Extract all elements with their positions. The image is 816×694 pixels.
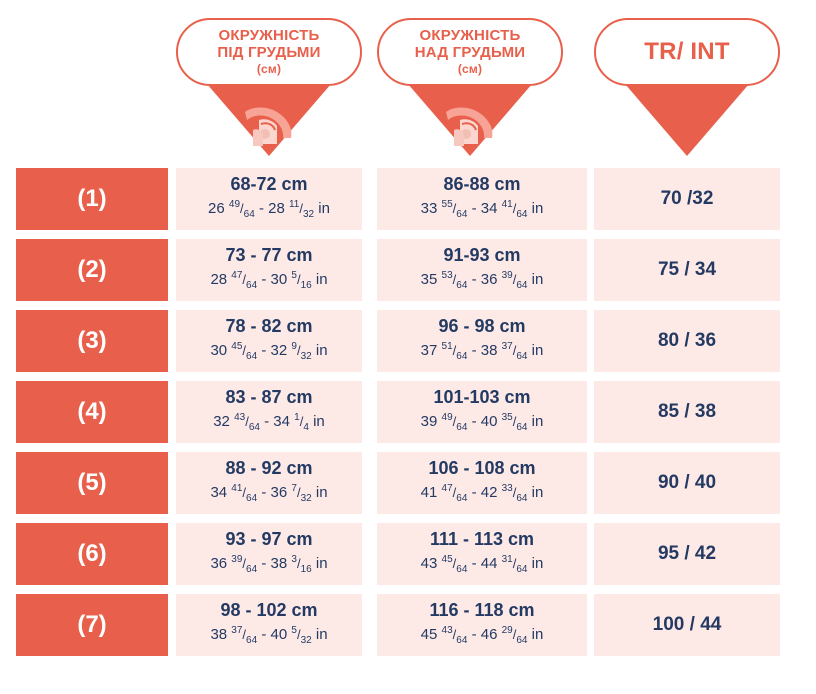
dash: - [471, 271, 477, 288]
fraction: $^{35}/_{64}$ [501, 412, 528, 433]
tr-int-value: 70 /32 [594, 168, 780, 230]
size-label: (1) [16, 168, 168, 230]
whole: 43 [420, 555, 438, 572]
numerator: 51 [441, 341, 453, 352]
numerator: 45 [231, 341, 243, 352]
denominator: 64 [246, 564, 258, 575]
under-bust-cell [176, 523, 362, 585]
whole: 40 [480, 413, 498, 430]
numerator: 47 [231, 270, 243, 281]
header-line-1: ОКРУЖНІСТЬ [419, 27, 521, 44]
header-under-bust [176, 18, 362, 86]
table-row [0, 452, 816, 514]
under-bust-in [210, 550, 327, 579]
numerator: 11 [288, 199, 300, 210]
over-bust-cell [377, 452, 587, 514]
fraction: $^{11}/_{32}$ [288, 199, 315, 220]
header-line-1: TR/ INT [644, 38, 730, 65]
numerator: 45 [441, 554, 453, 565]
denominator: 64 [246, 351, 258, 362]
denominator: 32 [302, 209, 315, 220]
inch-suffix: in [531, 342, 544, 359]
whole: 33 [420, 200, 438, 217]
inch-suffix: in [531, 484, 544, 501]
size-label: (4) [16, 381, 168, 443]
denominator: 32 [300, 493, 312, 504]
whole: 34 [480, 200, 498, 217]
numerator: 37 [501, 341, 513, 352]
header-unit: (см) [256, 62, 282, 76]
denominator: 64 [246, 280, 258, 291]
table-row [0, 310, 816, 372]
denominator: 64 [516, 209, 528, 220]
numerator: 41 [231, 483, 243, 494]
under-bust-cm: 98 - 102 cm [220, 600, 318, 620]
whole: 37 [420, 342, 438, 359]
whole: 42 [480, 484, 498, 501]
inch-suffix: in [531, 271, 544, 288]
over-bust-cm: 106 - 108 cm [428, 458, 536, 478]
dash: - [261, 626, 267, 643]
denominator: 64 [516, 564, 528, 575]
inch-suffix: in [531, 555, 544, 572]
numerator: 39 [231, 554, 243, 565]
fraction: $^{53}/_{64}$ [441, 270, 468, 291]
dash: - [258, 200, 264, 217]
numerator: 41 [501, 199, 513, 210]
fraction: $^{31}/_{64}$ [501, 554, 528, 575]
whole: 34 [210, 484, 228, 501]
whole: 40 [270, 626, 288, 643]
denominator: 64 [516, 280, 528, 291]
dash: - [261, 342, 267, 359]
over-bust-cm: 116 - 118 cm [429, 600, 535, 620]
denominator: 16 [300, 280, 312, 291]
header-badge-text [377, 18, 563, 86]
whole: 35 [420, 271, 438, 288]
whole: 30 [210, 342, 228, 359]
fraction: $^{55}/_{64}$ [441, 199, 468, 220]
fraction: $^{47}/_{64}$ [441, 483, 468, 504]
table-row [0, 594, 816, 656]
denominator: 64 [456, 493, 468, 504]
header-line-2: НАД ГРУДЬМИ [414, 44, 526, 61]
under-bust-cm: 68-72 cm [230, 174, 308, 194]
under-bust-cm: 78 - 82 cm [225, 316, 313, 336]
fraction: $^7/_{32}$ [291, 483, 312, 504]
denominator: 64 [516, 635, 528, 646]
under-bust-in [210, 621, 327, 650]
inch-suffix: in [315, 626, 328, 643]
whole: 28 [210, 271, 228, 288]
header-badge-text [176, 18, 362, 86]
denominator: 4 [303, 422, 309, 433]
over-bust-in [421, 266, 544, 295]
denominator: 32 [300, 635, 312, 646]
under-bust-in [210, 479, 327, 508]
fraction: $^{43}/_{64}$ [441, 625, 468, 646]
dash: - [471, 626, 477, 643]
numerator: 3 [291, 554, 297, 565]
dash: - [471, 484, 477, 501]
inch-suffix: in [531, 200, 544, 217]
inch-suffix: in [531, 626, 544, 643]
under-bust-in [210, 337, 327, 366]
whole: 28 [268, 200, 285, 217]
under-bust-cell [176, 239, 362, 301]
tr-int-value: 80 / 36 [594, 310, 780, 372]
over-bust-cm: 96 - 98 cm [438, 316, 526, 336]
dash: - [264, 413, 270, 430]
inch-suffix: in [315, 484, 328, 501]
whole: 44 [480, 555, 498, 572]
denominator: 64 [456, 209, 468, 220]
size-label: (2) [16, 239, 168, 301]
whole: 32 [270, 342, 288, 359]
table-row [0, 523, 816, 585]
tr-int-value: 90 / 40 [594, 452, 780, 514]
table-row [0, 381, 816, 443]
over-bust-in [421, 550, 544, 579]
under-bust-cm: 73 - 77 cm [225, 245, 313, 265]
numerator: 49 [441, 412, 453, 423]
header-over-bust [377, 18, 563, 86]
fraction: $^5/_{16}$ [291, 270, 312, 291]
fraction: $^{37}/_{64}$ [501, 341, 528, 362]
fraction: $^{39}/_{64}$ [501, 270, 528, 291]
whole: 38 [480, 342, 498, 359]
over-bust-cm: 91-93 cm [443, 245, 521, 265]
under-bust-in [213, 408, 325, 437]
whole: 34 [273, 413, 290, 430]
over-bust-cell [377, 594, 587, 656]
size-label: (3) [16, 310, 168, 372]
dash: - [471, 413, 477, 430]
over-bust-in [421, 621, 544, 650]
denominator: 64 [516, 493, 528, 504]
fraction: $^{41}/_{64}$ [231, 483, 258, 504]
numerator: 35 [501, 412, 513, 423]
numerator: 43 [441, 625, 453, 636]
under-bust-in [208, 195, 330, 224]
dash: - [261, 271, 267, 288]
fraction: $^{43}/_{64}$ [234, 412, 260, 433]
size-label: (5) [16, 452, 168, 514]
header-badge [176, 18, 362, 86]
inch-suffix: in [315, 342, 328, 359]
size-label: (6) [16, 523, 168, 585]
over-bust-cm: 101-103 cm [433, 387, 531, 407]
over-bust-in [421, 479, 544, 508]
dash: - [471, 200, 477, 217]
numerator: 5 [291, 270, 297, 281]
inch-suffix: in [313, 413, 325, 430]
whole: 30 [270, 271, 288, 288]
tr-int-value: 95 / 42 [594, 523, 780, 585]
under-bust-in [210, 266, 327, 295]
whole: 36 [270, 484, 288, 501]
header-line-2: ПІД ГРУДЬМИ [217, 44, 321, 61]
fraction: $^{49}/_{64}$ [441, 412, 468, 433]
over-bust-in [421, 195, 544, 224]
numerator: 5 [291, 625, 297, 636]
dash: - [261, 484, 267, 501]
tr-int-value: 100 / 44 [594, 594, 780, 656]
numerator: 31 [501, 554, 513, 565]
inch-suffix: in [315, 271, 328, 288]
dash: - [471, 555, 477, 572]
fraction: $^{45}/_{64}$ [441, 554, 468, 575]
inch-suffix: in [318, 200, 330, 217]
denominator: 64 [516, 422, 528, 433]
over-bust-cm: 111 - 113 cm [429, 529, 535, 549]
fraction: $^{47}/_{64}$ [231, 270, 258, 291]
whole: 41 [420, 484, 438, 501]
denominator: 64 [456, 351, 468, 362]
over-bust-cm: 86-88 cm [443, 174, 521, 194]
denominator: 64 [456, 564, 468, 575]
numerator: 49 [228, 199, 241, 210]
over-bust-cell [377, 523, 587, 585]
fraction: $^3/_{16}$ [291, 554, 312, 575]
denominator: 64 [456, 422, 468, 433]
fraction: $^5/_{32}$ [291, 625, 312, 646]
over-bust-in [421, 408, 544, 437]
denominator: 64 [456, 280, 468, 291]
fraction: $^{49}/_{64}$ [228, 199, 255, 220]
measuring-hand-icon [239, 104, 299, 150]
fraction: $^{33}/_{64}$ [501, 483, 528, 504]
denominator: 16 [300, 564, 312, 575]
over-bust-cell [377, 168, 587, 230]
header-badge [594, 18, 780, 86]
over-bust-in [421, 337, 544, 366]
denominator: 64 [516, 351, 528, 362]
whole: 36 [210, 555, 228, 572]
table-row [0, 168, 816, 230]
size-table [0, 168, 816, 665]
numerator: 53 [441, 270, 453, 281]
numerator: 29 [501, 625, 513, 636]
fraction: $^{37}/_{64}$ [231, 625, 258, 646]
under-bust-cell [176, 594, 362, 656]
under-bust-cm: 88 - 92 cm [225, 458, 313, 478]
table-row [0, 239, 816, 301]
fraction: $^{41}/_{64}$ [501, 199, 528, 220]
header-tr-int [594, 18, 780, 86]
numerator: 1 [294, 412, 300, 423]
fraction: $^9/_{32}$ [291, 341, 312, 362]
under-bust-cell [176, 168, 362, 230]
fraction: $^{45}/_{64}$ [231, 341, 258, 362]
whole: 39 [420, 413, 438, 430]
whole: 45 [420, 626, 438, 643]
numerator: 7 [291, 483, 297, 494]
whole: 38 [270, 555, 288, 572]
fraction: $^{39}/_{64}$ [231, 554, 258, 575]
fraction: $^{51}/_{64}$ [441, 341, 468, 362]
over-bust-cell [377, 381, 587, 443]
header-line-1: ОКРУЖНІСТЬ [218, 27, 320, 44]
fraction: $^{29}/_{64}$ [501, 625, 528, 646]
header-badge [377, 18, 563, 86]
header-badge-text [594, 18, 780, 86]
denominator: 64 [248, 422, 260, 433]
whole: 32 [213, 413, 230, 430]
whole: 36 [480, 271, 498, 288]
measuring-hand-icon [440, 104, 500, 150]
under-bust-cell [176, 381, 362, 443]
size-label: (7) [16, 594, 168, 656]
denominator: 64 [456, 635, 468, 646]
whole: 26 [208, 200, 225, 217]
inch-suffix: in [531, 413, 544, 430]
over-bust-cell [377, 239, 587, 301]
under-bust-cell [176, 310, 362, 372]
whole: 46 [480, 626, 498, 643]
numerator: 47 [441, 483, 453, 494]
over-bust-cell [377, 310, 587, 372]
tr-int-value: 75 / 34 [594, 239, 780, 301]
numerator: 55 [441, 199, 453, 210]
whole: 38 [210, 626, 228, 643]
denominator: 64 [243, 209, 255, 220]
denominator: 64 [246, 635, 258, 646]
denominator: 32 [300, 351, 312, 362]
header-unit: (см) [457, 62, 483, 76]
numerator: 39 [501, 270, 513, 281]
numerator: 43 [234, 412, 246, 423]
under-bust-cm: 93 - 97 cm [225, 529, 313, 549]
numerator: 9 [291, 341, 297, 352]
inch-suffix: in [315, 555, 328, 572]
under-bust-cell [176, 452, 362, 514]
tr-int-value: 85 / 38 [594, 381, 780, 443]
denominator: 64 [246, 493, 258, 504]
numerator: 37 [231, 625, 243, 636]
fraction: $^1/_4$ [294, 412, 309, 433]
chart-header [0, 0, 816, 158]
numerator: 33 [501, 483, 513, 494]
dash: - [471, 342, 477, 359]
dash: - [261, 555, 267, 572]
under-bust-cm: 83 - 87 cm [225, 387, 313, 407]
